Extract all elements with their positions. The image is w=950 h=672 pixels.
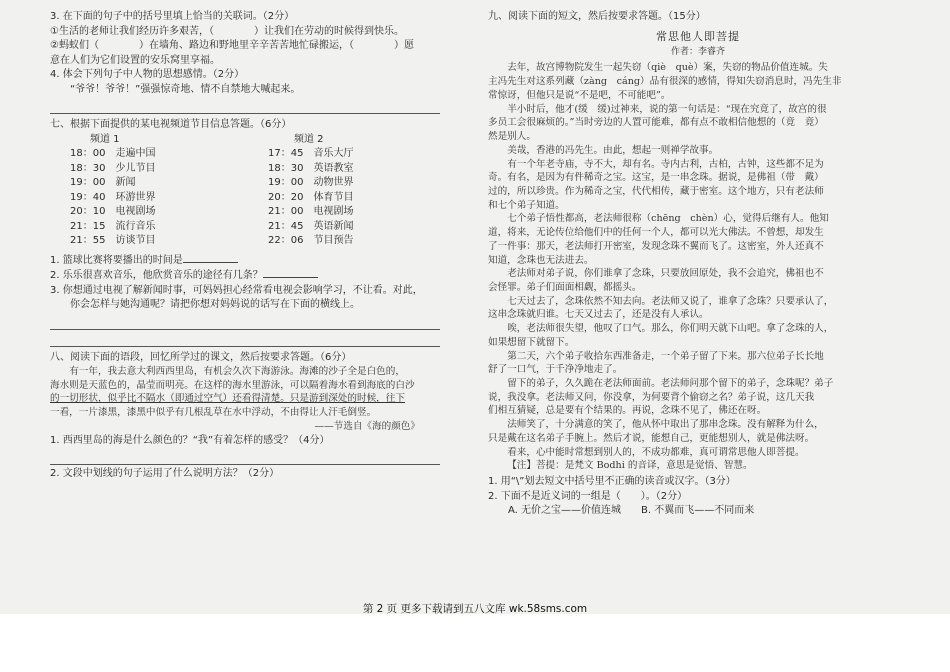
section-7-title: 七、根据下面提供的某电视频道节目信息答题。（6分） [50,119,292,130]
story-line: 老法师对弟子说，你们谁拿了念珠，只要放回原处，我不会追究，佛祖也不 [507,268,824,280]
story-line: 七天过去了，念珠依然不知去向。老法师又说了，谁拿了念珠？只要承认了， [507,295,834,307]
s9-question-2-options: A. 无价之宝——价值连城 B. 不翼而飞——不同而来 [508,505,755,517]
ch2-program: 英语新闻 [313,220,354,232]
q4-quote: “爷爷！爷爷！”强强惊奇地、情不自禁地大喊起来。 [70,83,301,95]
s8-question-1: 1. 西西里岛的海是什么颜色的？“我”有着怎样的感受？（4分） [50,434,330,446]
schedule-row [70,176,440,191]
ch2-program: 动物世界 [313,177,354,188]
right-column [488,10,908,519]
story-line: 知道，念珠也无法进去。 [488,254,594,266]
story-line: 奇。有名，是因为有件稀奇之宝。这宝，是一串念珠。据说，是佛祖（带 戴） [488,172,824,184]
s7-answer-line-1[interactable] [50,315,440,330]
ch1-program: 走遍中国 [115,148,156,159]
q4-answer-line [50,99,440,114]
ch2-program: 音乐大厅 [313,148,354,159]
s7-question-3: 3. 你想通过电视了解新闻时事，可妈妈担心经常看电视会影响学习，不让看。对此， [50,284,423,296]
ch1-program: 新闻 [115,177,136,188]
s8-answer-line-1[interactable] [50,450,440,465]
schedule-table [50,147,440,249]
ch2-time: 19：00 [268,177,304,188]
s9-question-1: 1. 用“\”划去短文中括号里不正确的读音或汉字。（3分） [488,476,736,488]
story-line: 去年，故宫博物院发生一起失窃（qiè què）案，失窃的物品价值连城。失 [507,62,828,74]
ch2-time: 20：20 [268,191,304,203]
ch1-program: 访谈节目 [115,235,156,246]
story-line: 过的，所以珍贵。作为稀奇之宝，代代相传，藏于密室。这个地方，只有老法师 [488,185,824,197]
s7-question-3-cont: 你会怎样与她沟通呢？请把你想对妈妈说的话写在下面的横线上。 [70,299,360,310]
ch2-program: 体育节目 [313,191,354,203]
page-footer: 第 2 页 更多下载请到五八文库 wk.58sms.com [362,603,588,615]
s8-question-2: 2. 文段中划线的句子运用了什么说明方法？（2分） [50,468,280,480]
passage-line: 海水则是天蓝色的，晶莹而明亮。在这样的海水里游泳，可以隔着海水看到海底的白沙 [50,379,415,391]
q3-sentence-2: ②蚂蚁们（ ）在墙角、路边和野地里辛辛苦苦地忙碌搬运，（ ）愿 [50,40,414,51]
story-line: 只是戴在这名弟子手腕上。然后才说，能想自己，更能想别人，就是佛法呀。 [488,432,815,444]
story-line: 如果想留下就留下。 [488,336,575,348]
q3-title: 3. 在下面的句子中的括号里填上恰当的关联词。（2分） [50,11,295,22]
story-line: 们相互猜疑，总是要有个结果的。再说，念珠不见了，佛还在呀。 [488,405,767,417]
story-line: 了一件事：那天，老法师打开密室，发现念珠不翼而飞了。这密室，外人还真不 [488,240,824,252]
ch1-program: 环游世界 [115,191,156,203]
s7-question-2: 2. 乐乐很喜欢音乐，他欣赏音乐的途径有几条？ [50,268,440,284]
s7-question-1: 1. 篮球比赛将要播出的时间是 [50,253,440,269]
ch2-program: 节目预告 [313,235,354,246]
channel-header-row [70,133,440,148]
story-line: 七个弟子悟性都高，老法师很称（chēng chèn）心，觉得后继有人。他知 [507,213,829,225]
schedule-row [70,147,440,162]
ch2-time: 21：45 [268,220,304,232]
ch1-program: 流行音乐 [115,220,156,232]
story-line: 会怪罪。弟子们面面相觑，都摇头。 [488,281,642,293]
passage-line-underlined: 的一切形状，似乎比不隔水（即通过空气）还看得清楚。只是游到深处的时候，往下 [50,393,405,405]
channel-2-title: 频道 2 [294,133,324,145]
story-line: 这串念珠就归谁。七天又过去了，还是没有人承认。 [488,309,709,321]
s9-question-2: 2. 下面不是近义词的一组是（ ）。（2分） [488,490,688,502]
schedule-row [70,220,440,235]
q3-sentence-1: ①生活的老师让我们经历许多艰苦，（ ）让我们在劳动的时候得到快乐。 [50,25,404,37]
passage-line: 一看，一片漆黑，漆黑中似乎有几根乱草在水中浮动，不由得让人汗毛倒竖。 [50,407,377,419]
s8-passage [50,365,440,434]
ch1-time: 18：00 [70,148,106,159]
section-8-title: 八、阅读下面的语段，回忆所学过的课文，然后按要求答题。（6分） [50,351,352,363]
schedule-row [70,162,440,177]
story-line: 美哉，香港的冯先生。由此，想起一则禅学故事。 [507,144,719,156]
story-line: 有一个年老寺庙，寺不大，却有名。寺内古利，古柏，古钟，这些都不足为 [507,158,824,170]
ch1-time: 21：55 [70,235,106,246]
ch2-time: 21：00 [268,206,304,217]
ch2-program: 英语教室 [313,162,354,174]
channel-1-title: 频道 1 [90,133,120,145]
ch1-time: 19：40 [70,191,106,203]
q4-title: 4. 体会下列句子中人物的思想感情。（2分） [50,69,245,80]
section-9-title: 九、阅读下面的短文，然后按要求答题。（15分） [488,11,706,22]
story-author: 作者：李睿齐 [670,47,725,58]
q3-sentence-2-cont: 意在人们为它们设置的安乐窝里享福。 [50,54,220,66]
passage-line: 有一年，我去意大利西西里岛，有机会久次下海游泳。海滩的沙子全是白色的， [69,366,405,377]
ch1-program: 少儿节目 [115,162,156,174]
story-title: 常思他人即菩提 [656,29,740,43]
ch2-program: 电视剧场 [313,206,354,217]
ch1-time: 21：15 [70,220,106,232]
answer-blank[interactable] [263,268,318,278]
passage-source: ——节选自《海的颜色》 [314,420,420,432]
s7-answer-line-2[interactable] [50,332,440,347]
story-line: 主冯先生对这系列藏（zàng cáng）品有很深的感情，得知失窃消息时，冯先生非 [488,76,842,88]
ch1-time: 18：30 [70,162,106,174]
schedule-row [70,191,440,206]
ch1-time: 19：00 [70,177,106,188]
schedule-row [70,205,440,220]
story-line: 第二天，六个弟子收拾东西准备走，一个弟子留了下来。那六位弟子长长地 [507,350,824,362]
story-line: 半小时后，他才(缓 缓)过神来，说的第一句话是：“现在究竟了，故宫的很 [507,103,827,115]
ch1-program: 电视剧场 [115,206,156,217]
story-line: 留下的弟子，久久跪在老法师面前。老法师问那个留下的弟子，念珠呢？弟子 [507,378,834,390]
story-line: 和七个弟子知道。 [488,199,565,211]
story-line: 常惊讶，但他只是说“不是吧，不可能吧”。 [488,89,671,101]
story-line: 舒了一口气，于千净净地走了。 [488,364,623,376]
story-note: 【注】菩提：是梵文 Bodhi 的音译，意思是觉悟、智慧。 [507,460,753,472]
ch2-time: 17：45 [268,148,304,159]
ch2-time: 22：06 [268,235,304,246]
story-line: 然是别人。 [488,131,536,143]
story-line: 道，将来，无论传位给他们中的任何一个人，都可以光大佛法。不曾想，却发生 [488,227,824,239]
ch2-time: 18：30 [268,162,304,174]
story-line: 法师笑了，十分满意的笑了，他从怀中取出了那串念珠。没有解释为什么， [507,419,824,431]
ch1-time: 20：10 [70,206,106,217]
schedule-row [70,234,440,249]
story-line: 说，我没拿。老法师又问，你没拿，为何要背个偷窃之名？弟子说，这几天我 [488,391,815,403]
answer-blank[interactable] [183,253,238,263]
story-body [488,61,908,459]
story-line: 多员工会很麻烦的。”当时旁边的人置可能难，都有点不敢相信他想的（竟 竟） [488,117,824,129]
left-column [50,10,440,482]
story-line: 看来，心中能时常想到别人的，不成功都难，真可谓常思他人即菩提。 [507,446,805,458]
story-line: 唉，老法师很失望，他叹了口气。那么，你们明天就下山吧。拿了念珠的人， [507,323,834,335]
